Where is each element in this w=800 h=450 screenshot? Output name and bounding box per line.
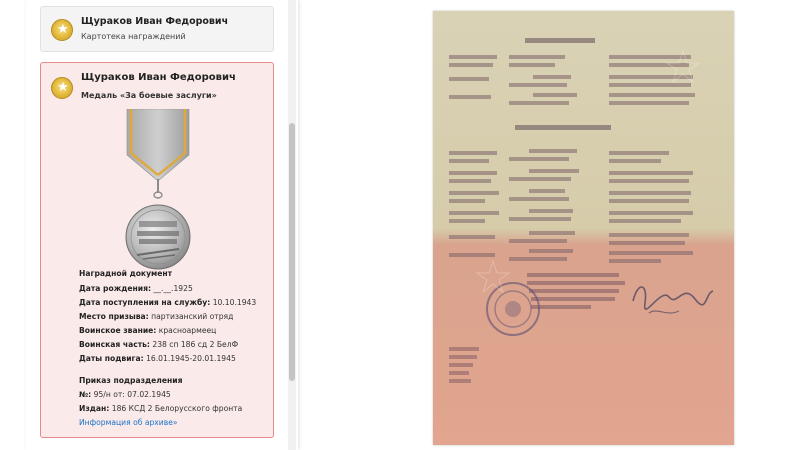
field-value: 95/н от: 07.02.1945 (93, 390, 171, 399)
field-value: 238 сп 186 сд 2 БелФ (152, 340, 239, 349)
document-scan-image (433, 11, 734, 445)
field-birth-date (79, 284, 193, 294)
field-label: Место призыва: (79, 312, 149, 321)
award-card-medal[interactable] (40, 62, 274, 438)
field-label: №: (79, 390, 92, 399)
medal-image (123, 109, 193, 277)
field-service-date (79, 298, 256, 308)
document-section-title: Наградной документ (79, 269, 173, 278)
star-icon: ★ (57, 80, 69, 95)
field-draft-place (79, 312, 233, 322)
award-card-kartoteka[interactable] (40, 6, 274, 52)
card-subtitle: Картотека награждений (81, 32, 186, 41)
award-name: Медаль «За боевые заслуги» (81, 91, 217, 100)
field-unit (79, 340, 238, 350)
archive-info-link[interactable]: Информация об архиве» (79, 418, 178, 427)
field-value: партизанский отряд (151, 312, 234, 321)
order-issuer (79, 404, 242, 414)
field-label: Даты подвига: (79, 354, 144, 363)
field-value: 16.01.1945-20.01.1945 (146, 354, 236, 363)
card-person-name: Щураков Иван Федорович (81, 72, 236, 83)
field-label: Дата поступления на службу: (79, 298, 211, 307)
field-label: Издан: (79, 404, 110, 413)
card-person-name: Щураков Иван Федорович (81, 16, 229, 27)
scrollbar-thumb[interactable] (289, 123, 295, 381)
field-label: Дата рождения: (79, 284, 152, 293)
field-value: __.__.1925 (153, 284, 193, 293)
gold-star-emblem-icon (51, 19, 73, 41)
award-document-scan[interactable] (433, 11, 734, 445)
field-value: 10.10.1943 (212, 298, 257, 307)
star-icon: ★ (57, 22, 69, 37)
order-section-title: Приказ подразделения (79, 376, 183, 385)
field-feat-dates (79, 354, 236, 364)
field-rank (79, 326, 216, 336)
field-label: Воинское звание: (79, 326, 157, 335)
gold-star-emblem-icon (51, 77, 73, 99)
field-label: Воинская часть: (79, 340, 150, 349)
field-value: красноармеец (158, 326, 217, 335)
field-value: 186 КСД 2 Белорусского фронта (111, 404, 243, 413)
order-number (79, 390, 171, 400)
